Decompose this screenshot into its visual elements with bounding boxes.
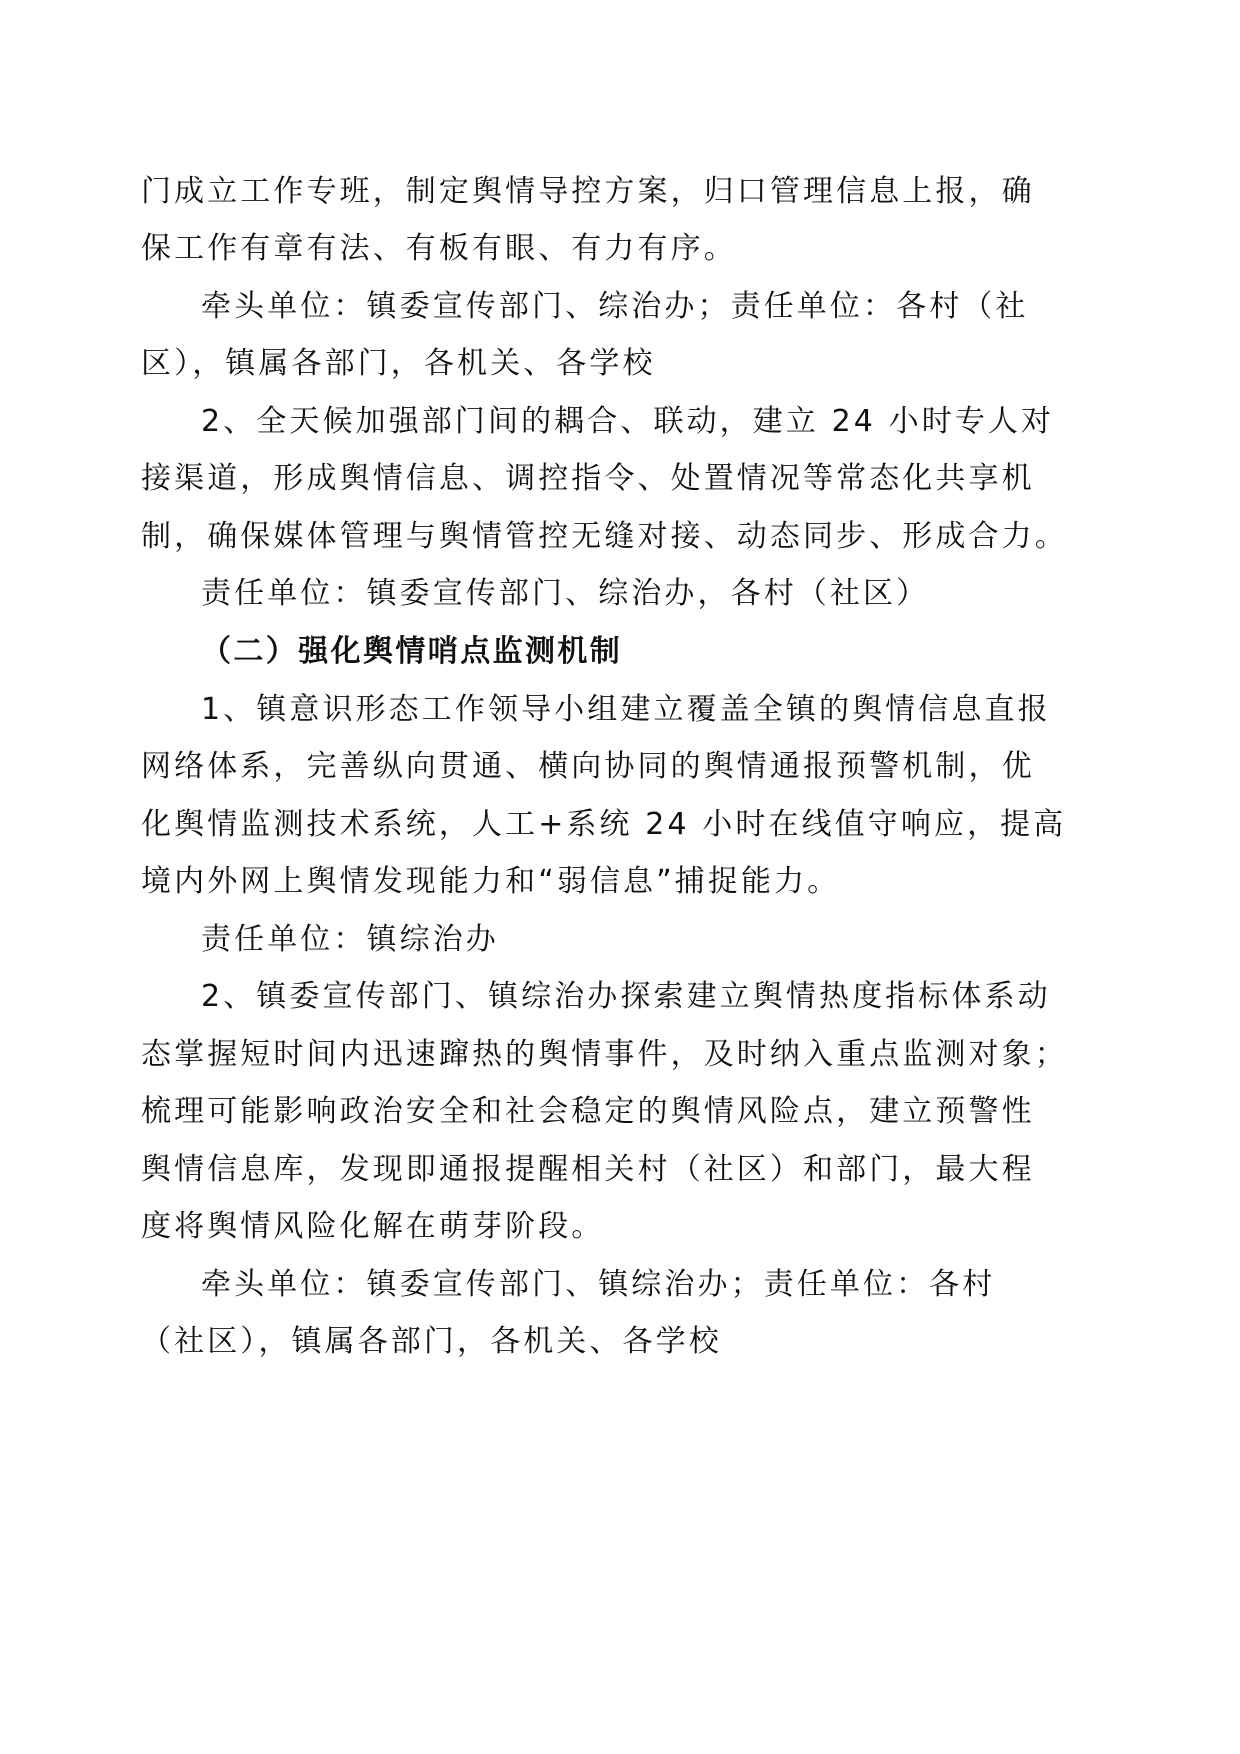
lead-unit-line: 牵头单位：镇委宣传部门、镇综治办；责任单位：各村 — [201, 1267, 996, 1302]
lead-unit-line: （社区），镇属各部门，各机关、各学校 — [141, 1324, 722, 1359]
responsible-unit-line: 责任单位：镇综治办 — [201, 922, 499, 957]
paragraph-line: 梳理可能影响政治安全和社会稳定的舆情风险点，建立预警性 — [141, 1094, 1035, 1129]
section-heading: （二）强化舆情哨点监测机制 — [201, 634, 623, 669]
paragraph-line: 1、镇意识形态工作领导小组建立覆盖全镇的舆情信息直报 — [201, 692, 1051, 727]
lead-unit-line: 牵头单位：镇委宣传部门、综治办；责任单位：各村（社 — [201, 289, 1029, 324]
lead-unit-line: 区），镇属各部门，各机关、各学校 — [141, 346, 656, 381]
paragraph-line: 舆情信息库，发现即通报提醒相关村（社区）和部门，最大程 — [141, 1152, 1035, 1187]
responsible-unit-line: 责任单位：镇委宣传部门、综治办，各村（社区） — [201, 576, 930, 611]
paragraph-line: 态掌握短时间内迅速蹿热的舆情事件，及时纳入重点监测对象； — [141, 1037, 1068, 1072]
paragraph-line: 2、全天候加强部门间的耦合、联动，建立 24 小时专人对 — [201, 404, 1055, 439]
paragraph-line: 制，确保媒体管理与舆情管控无缝对接、动态同步、形成合力。 — [141, 519, 1068, 554]
paragraph-line: 门成立工作专班，制定舆情导控方案，归口管理信息上报，确 — [141, 174, 1035, 209]
paragraph-line: 接渠道，形成舆情信息、调控指令、处置情况等常态化共享机 — [141, 461, 1035, 496]
paragraph-line: 2、镇委宣传部门、镇综治办探索建立舆情热度指标体系动 — [201, 979, 1051, 1014]
paragraph-line: 度将舆情风险化解在萌芽阶段。 — [141, 1209, 605, 1244]
paragraph-line: 境内外网上舆情发现能力和“弱信息”捕捉能力。 — [141, 864, 841, 899]
paragraph-line: 网络体系，完善纵向贯通、横向协同的舆情通报预警机制，优 — [141, 749, 1035, 784]
paragraph-line: 保工作有章有法、有板有眼、有力有序。 — [141, 231, 737, 266]
paragraph-line: 化舆情监测技术系统，人工+系统 24 小时在线值守响应，提高 — [141, 807, 1067, 842]
